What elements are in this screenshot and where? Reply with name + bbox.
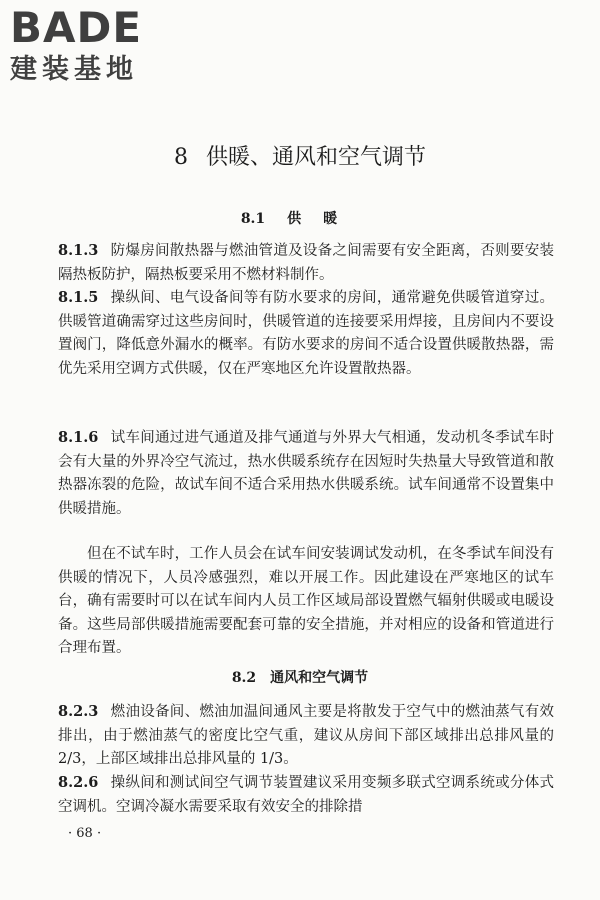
clause-text: 操纵间、电气设备间等有防水要求的房间，通常避免供暖管道穿过。供暖管道确需穿过这些房间时，供暖管道的连接要采用焊接，且房间内不要设置阀门，降低意外漏水的概率。有防水要求的房间不适合设置供暖散热器，需优先采用空调方式供暖，仅在严寒地区允许设置散热器。	[58, 290, 554, 377]
clause-text: 防爆房间散热器与燃油管道及设备之间需要有安全距离，否则要安装隔热板防护，隔热板要采用不燃材料制作。	[58, 243, 554, 283]
clause-text: 操纵间和测试间空气调节装置建议采用变频多联式空调系统或分体式空调机。空调冷凝水需要采取有效安全的排除措	[58, 775, 554, 815]
section-title: 通风和空气调节	[270, 670, 369, 686]
clause-8-1-3	[58, 239, 554, 287]
clause-8-1-5	[58, 286, 554, 381]
clause-number: 8.2.3	[58, 703, 99, 720]
clause-text: 试车间通过进气通道及排气通道与外界大气相通，发动机冬季试车时会有大量的外界冷空气流过，热水供暖系统存在因短时失热量大导致管道和散热器冻裂的危险，故试车间不适合采用热水供暖系统。试车间通常不设置集中供暖措施。	[58, 430, 554, 517]
clause-number: 8.2.6	[58, 774, 99, 791]
clause-text: 燃油设备间、燃油加温间通风主要是将散发于空气中的燃油蒸气有效排出，由于燃油蒸气的密度比空气重，建议从房间下部区域排出总排风量的 2/3，上部区域排出总排风量的 1/3。	[58, 704, 554, 767]
chapter-title: 供暖、通风和空气调节	[205, 145, 426, 170]
clause-number: 8.1.5	[58, 289, 99, 306]
clause-8-1-6	[58, 426, 554, 521]
section-heading-8-1	[0, 208, 600, 228]
bade-logo	[10, 4, 180, 86]
clause-8-2-3	[58, 700, 554, 772]
clause-8-2-6	[58, 771, 554, 819]
section-title: 供暖	[287, 211, 360, 227]
section-heading-8-2	[0, 667, 600, 687]
chapter-number: 8	[173, 145, 188, 170]
logo-brand: BADE	[10, 3, 143, 52]
logo-subtitle: 建装基地	[10, 54, 138, 85]
page-number: · 68 ·	[68, 826, 102, 841]
section-number: 8.1	[240, 211, 266, 227]
clause-number: 8.1.6	[58, 429, 99, 446]
paragraph-8-1-6-continued: 但在不试车时，工作人员会在试车间安装调试发动机，在冬季试车间没有供暖的情况下，人员冷感强烈，难以开展工作。因此建设在严寒地区的试车台，确有需要时可以在试车间内人员工作区域局部设置燃气辐射供暖或电暖设备。这些局部供暖措施需要配套可靠的安全措施，并对相应的设备和管道进行合理布置。	[58, 546, 554, 656]
chapter-heading	[0, 140, 600, 171]
section-number: 8.2	[231, 670, 257, 686]
clause-number: 8.1.3	[58, 242, 99, 259]
